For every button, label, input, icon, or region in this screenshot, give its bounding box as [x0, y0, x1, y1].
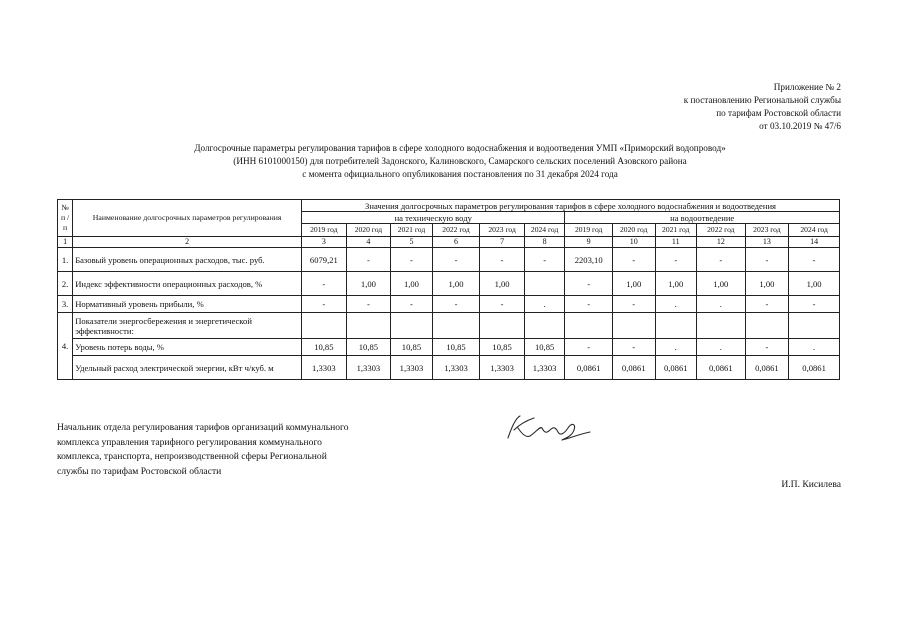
value-cell: - [524, 248, 565, 272]
value-cell: 0,0861 [565, 356, 613, 380]
value-cell: 0,0861 [655, 356, 697, 380]
value-cell: 1,00 [745, 272, 789, 296]
value-cell: 10,85 [391, 339, 433, 356]
value-cell: - [391, 296, 433, 313]
value-cell: - [612, 248, 655, 272]
row-number: 2. [58, 272, 73, 296]
value-cell: - [391, 248, 433, 272]
value-cell: 10,85 [346, 339, 391, 356]
row-label: Удельный расход электрической энергии, кВт ч/куб. м [73, 356, 302, 380]
year-cell: 2020 год [612, 224, 655, 237]
value-cell: 1,3303 [524, 356, 565, 380]
table-row [58, 272, 840, 296]
year-cell: 2021 год [391, 224, 433, 237]
column-number: 6 [432, 237, 480, 248]
row-label: Базовый уровень операционных расходов, тыс. руб. [73, 248, 302, 272]
row-label: Уровень потерь воды, % [73, 339, 302, 356]
value-cell: 10,85 [524, 339, 565, 356]
value-cell: 1,3303 [391, 356, 433, 380]
column-number: 5 [391, 237, 433, 248]
table-row [58, 296, 840, 313]
value-cell: . [524, 296, 565, 313]
signer-name: И.П. Кисилева [781, 479, 841, 490]
column-number: 2 [73, 237, 302, 248]
value-cell: 1,3303 [302, 356, 347, 380]
group-header-sewer: на водоотведение [565, 212, 840, 224]
value-cell: 2203,10 [565, 248, 613, 272]
column-number: 8 [524, 237, 565, 248]
value-cell: - [789, 296, 840, 313]
appendix-line-2: к постановлению Региональной службы [683, 95, 841, 105]
year-cell: 2023 год [745, 224, 789, 237]
value-cell: - [565, 339, 613, 356]
value-cell: - [565, 272, 613, 296]
value-cell: . [655, 296, 697, 313]
column-number: 7 [480, 237, 525, 248]
value-cell: 10,85 [480, 339, 525, 356]
column-number: 1 [58, 237, 73, 248]
year-cell: 2024 год [789, 224, 840, 237]
title-line-2: (ИНН 6101000150) для потребителей Задонского, Калиновского, Самарского сельских поселений Азовского района [233, 156, 687, 166]
value-cell: 6079,21 [302, 248, 347, 272]
column-number: 11 [655, 237, 697, 248]
value-cell [524, 272, 565, 296]
table-row [58, 339, 840, 356]
value-cell: - [432, 296, 480, 313]
column-number: 14 [789, 237, 840, 248]
group-header-water: на техническую воду [302, 212, 565, 224]
handwritten-signature [500, 408, 600, 448]
header-row-1 [58, 200, 840, 212]
year-cell: 2024 год [524, 224, 565, 237]
year-cell: 2022 год [432, 224, 480, 237]
value-cell: 1,3303 [480, 356, 525, 380]
value-cell: - [480, 248, 525, 272]
document-title [60, 142, 860, 181]
value-cell: - [346, 248, 391, 272]
value-cell: 0,0861 [745, 356, 789, 380]
value-cell: - [745, 339, 789, 356]
value-cell: - [346, 296, 391, 313]
value-cell: . [697, 296, 746, 313]
column-number: 12 [697, 237, 746, 248]
appendix-line-1: Приложение № 2 [773, 82, 841, 92]
value-cell: 0,0861 [789, 356, 840, 380]
appendix-header [684, 81, 841, 133]
value-cell: 1,00 [789, 272, 840, 296]
col-header-values: Значения долгосрочных параметров регулирования тарифов в сфере холодного водоснабжения и водоотведения [302, 200, 840, 212]
value-cell: 1,00 [480, 272, 525, 296]
value-cell: . [697, 339, 746, 356]
value-cell: 1,00 [612, 272, 655, 296]
column-number: 4 [346, 237, 391, 248]
year-cell: 2019 год [302, 224, 347, 237]
value-cell: - [302, 296, 347, 313]
year-cell: 2023 год [480, 224, 525, 237]
column-number-row [58, 237, 840, 248]
value-cell: . [789, 339, 840, 356]
value-cell: 0,0861 [612, 356, 655, 380]
value-cell: - [655, 248, 697, 272]
value-cell: - [565, 296, 613, 313]
table-row [58, 313, 840, 339]
title-line-1: Долгосрочные параметры регулирования тарифов в сфере холодного водоснабжения и водоотведения УМП «Приморский водопровод» [194, 143, 726, 153]
row-number: 4. [58, 313, 73, 380]
value-cell: - [697, 248, 746, 272]
value-cell: 10,85 [432, 339, 480, 356]
value-cell: - [789, 248, 840, 272]
value-cell: 1,3303 [432, 356, 480, 380]
signatory-position: Начальник отдела регулирования тарифов организаций коммунального комплекса управления тарифного регулирования коммунального комплекса, транспорта, непроизводственной сферы Региональной службы по тарифам Ростовской области [57, 422, 349, 477]
value-cell: - [480, 296, 525, 313]
value-cell: - [745, 296, 789, 313]
appendix-line-4: от 03.10.2019 № 47/6 [759, 121, 841, 131]
value-cell: - [612, 339, 655, 356]
value-cell: 1,00 [697, 272, 746, 296]
value-cell: 1,3303 [346, 356, 391, 380]
title-line-3: с момента официального опубликования постановления по 31 декабря 2024 года [302, 169, 618, 179]
value-cell: - [302, 272, 347, 296]
column-number: 3 [302, 237, 347, 248]
row-number: 1. [58, 248, 73, 272]
row-label: Показатели энергосбережения и энергетической эффективности: [73, 313, 302, 339]
year-cell: 2022 год [697, 224, 746, 237]
value-cell: 1,00 [432, 272, 480, 296]
parameters-table [57, 199, 840, 380]
value-cell: - [745, 248, 789, 272]
column-number: 9 [565, 237, 613, 248]
value-cell: 1,00 [346, 272, 391, 296]
value-cell: 1,00 [655, 272, 697, 296]
appendix-line-3: по тарифам Ростовской области [716, 108, 841, 118]
value-cell: 0,0861 [697, 356, 746, 380]
col-header-name: Наименование долгосрочных параметров регулирования [73, 200, 302, 237]
year-cell: 2020 год [346, 224, 391, 237]
row-label: Нормативный уровень прибыли, % [73, 296, 302, 313]
table-row [58, 356, 840, 380]
value-cell: . [655, 339, 697, 356]
year-cell: 2019 год [565, 224, 613, 237]
column-number: 13 [745, 237, 789, 248]
table-row [58, 248, 840, 272]
column-number: 10 [612, 237, 655, 248]
row-label: Индекс эффективности операционных расходов, % [73, 272, 302, 296]
col-header-number: № п /п [58, 200, 73, 237]
value-cell: - [432, 248, 480, 272]
value-cell: - [612, 296, 655, 313]
value-cell: 1,00 [391, 272, 433, 296]
value-cell: 10,85 [302, 339, 347, 356]
row-number: 3. [58, 296, 73, 313]
year-cell: 2021 год [655, 224, 697, 237]
